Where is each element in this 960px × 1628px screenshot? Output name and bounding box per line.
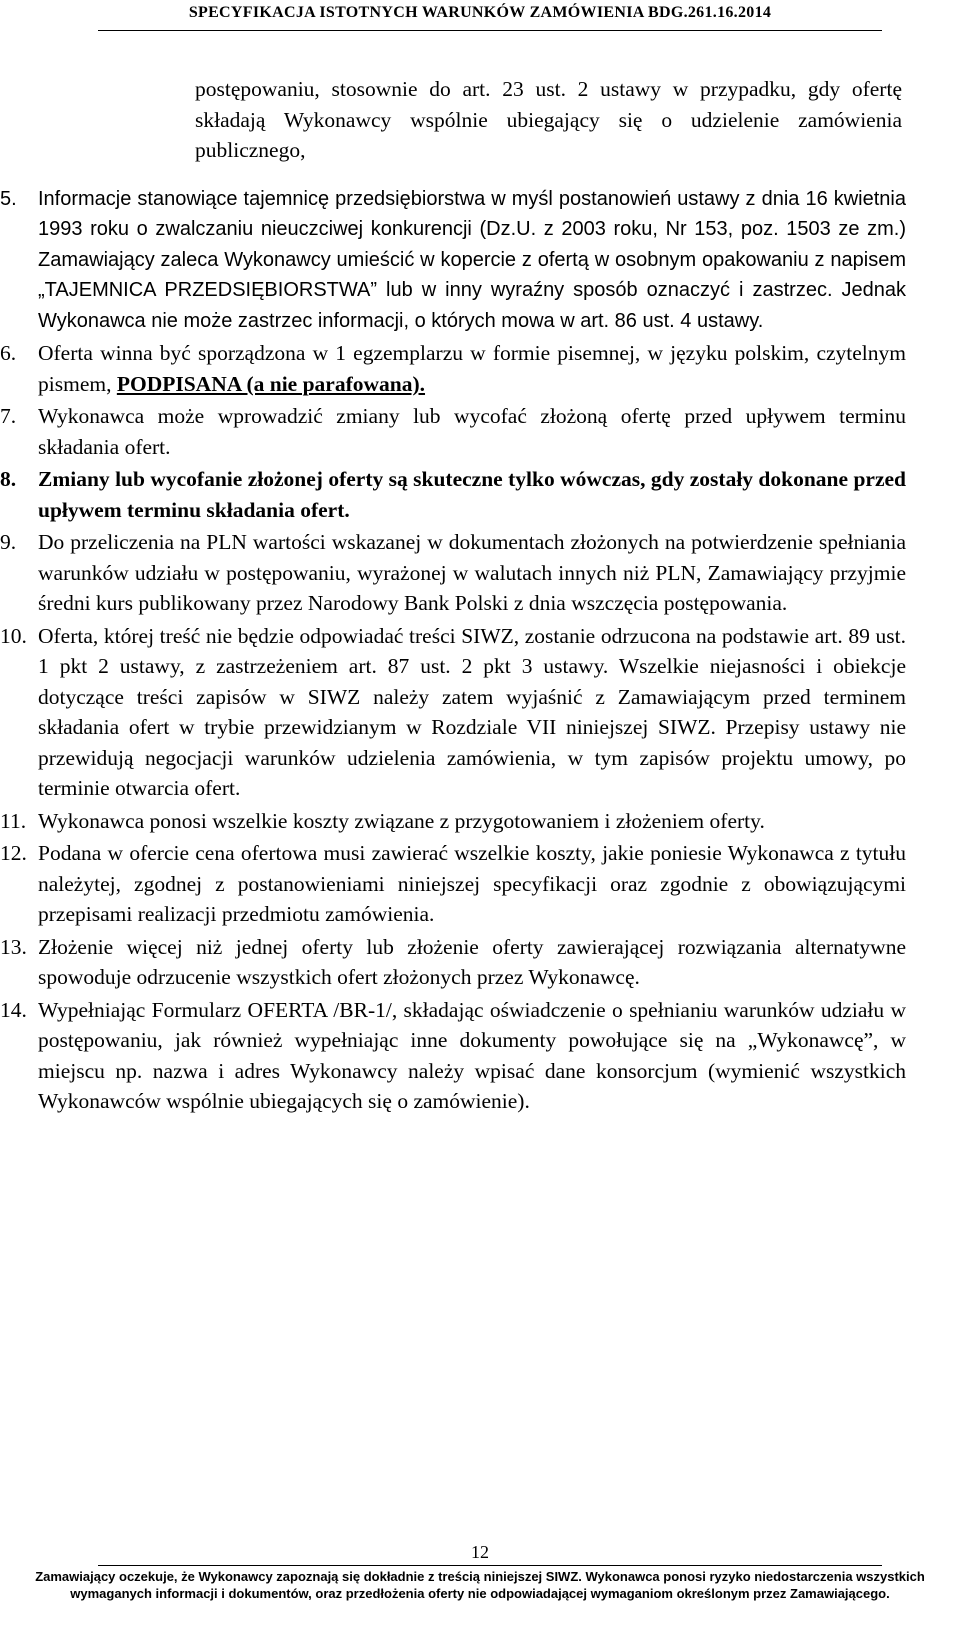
list-item-11 xyxy=(0,806,906,837)
footer-line-1: Zamawiający oczekuje, że Wykonawcy zapoznają się dokładnie z treścią niniejszej SIWZ. Wykonawca ponosi ryzyko niedostarczenia wszystkich xyxy=(35,1569,925,1584)
header-rule xyxy=(98,30,882,31)
list-item-number: 7. xyxy=(0,404,17,428)
list-item-14 xyxy=(0,995,906,1117)
footer-line-2: wymaganych informacji i dokumentów, oraz przedłożenia oferty nie odpowiadającej wymaganiom określonym przez Zamawiającego. xyxy=(70,1586,890,1601)
list-item-number: 6. xyxy=(0,341,17,365)
list-item-7 xyxy=(0,401,906,462)
list-item-9 xyxy=(0,527,906,619)
list-item-number: 5. xyxy=(0,187,17,210)
list-item-number: 9. xyxy=(0,530,17,554)
list-item-6 xyxy=(0,338,906,399)
list-item-number: 12. xyxy=(0,841,27,865)
list-item-text: Wykonawca może wprowadzić zmiany lub wycofać złożoną ofertę przed upływem terminu składania ofert. xyxy=(38,404,906,459)
list-item-13 xyxy=(0,932,906,993)
list-item-text: Do przeliczenia na PLN wartości wskazanej w dokumentach złożonych na potwierdzenie spełniania warunków udziału w postępowaniu, wyrażonej w walutach innych niż PLN, Zamawiający przyjmie średni kurs publikowany przez Narodowy Bank Polski z dnia wszczęcia postępowania. xyxy=(38,530,906,615)
list-item-5 xyxy=(0,184,906,337)
list-item-12 xyxy=(0,838,906,930)
list-item-text: Podana w ofercie cena ofertowa musi zawierać wszelkie koszty, jakie poniesie Wykonawca z tytułu należytej, zgodnej z postanowieniami niniejszej specyfikacji oraz zgodnie z obowiązującymi przepisami realizacji przedmiotu zamówienia. xyxy=(38,841,906,926)
list-item-text: Oferta winna być sporządzona w 1 egzemplarzu w formie pisemnej, w języku polskim, czytelnym pismem, xyxy=(38,341,906,396)
list-item-number: 14. xyxy=(0,997,27,1022)
list-item-text: Złożenie więcej niż jednej oferty lub złożenie oferty zawierającej rozwiązania alternatywne spowoduje odrzucenie wszystkich ofert złożonych przez Wykonawcę. xyxy=(38,934,906,989)
footer-rule xyxy=(98,1565,882,1566)
signature-requirement: PODPISANA (a nie parafowana). xyxy=(116,371,426,396)
list-item-text: Wypełniając Formularz OFERTA /BR-1/, składając oświadczenie o spełnianiu warunków udziału w postępowaniu, jak również wypełniając inne dokumenty powołujące się na „Wykonawcę”, w miejscu np. nazwa i adres Wykonawcy należy wpisać dane konsorcjum (wymienić wszystkich Wykonawców wspólnie ubiegających się o zamówienie). xyxy=(38,997,906,1113)
list-item-8 xyxy=(0,464,906,525)
list-item-text: Oferta, której treść nie będzie odpowiadać treści SIWZ, zostanie odrzucona na podstawie art. 89 ust. 1 pkt 2 ustawy, z zastrzeżeniem art. 87 ust. 2 pkt 3 ustawy. Wszelkie niejasności i obiekcje dotyczące treści zapisów w SIWZ należy zatem wyjaśnić z Zamawiającym przed terminem składania ofert w trybie przewidzianym w Rozdziale VII niniejszej SIWZ. Przepisy ustawy nie przewidują negocjacji warunków udzielenia zamówienia, w tym zapisów projektu umowy, po terminie otwarcia ofert. xyxy=(38,623,906,800)
list-item-text: Wykonawca ponosi wszelkie koszty związane z przygotowaniem i złożeniem oferty. xyxy=(38,808,765,833)
list-item-number: 11. xyxy=(0,808,27,833)
page-number: 12 xyxy=(471,1542,489,1562)
list-item-text: Zmiany lub wycofanie złożonej oferty są skuteczne tylko wówczas, gdy zostały dokonane przed upływem terminu składania ofert. xyxy=(38,467,906,522)
document-footer xyxy=(20,1568,940,1602)
continuation-paragraph: postępowaniu, stosownie do art. 23 ust. 2 ustawy w przypadku, gdy ofertę składają Wykonawcy wspólnie ubiegający się o udzielenie zamówienia publicznego, xyxy=(195,77,902,162)
document-header: SPECYFIKACJA ISTOTNYCH WARUNKÓW ZAMÓWIENIA BDG.261.16.2014 xyxy=(188,4,772,21)
list-item-number: 8. xyxy=(0,467,17,491)
list-item-number: 13. xyxy=(0,934,27,959)
list-item-number: 10. xyxy=(0,623,27,648)
document-body xyxy=(0,74,960,1119)
list-item-10 xyxy=(0,621,906,804)
list-item-text: Informacje stanowiące tajemnicę przedsiębiorstwa w myśl postanowień ustawy z dnia 16 kwietnia 1993 roku o zwalczaniu nieuczciwej konkurencji (Dz.U. z 2003 roku, Nr 153, poz. 1503 ze zm.) Zamawiający zaleca Wykonawcy umieścić w kopercie z ofertą w osobnym opakowaniu z napisem „TAJEMNICA PRZEDSIĘBIORSTWA” lub w inny wyraźny sposób oznaczyć i zastrzec. Jednak Wykonawca nie może zastrzec informacji, o których mowa w art. 86 ust. 4 ustawy. xyxy=(38,187,906,332)
